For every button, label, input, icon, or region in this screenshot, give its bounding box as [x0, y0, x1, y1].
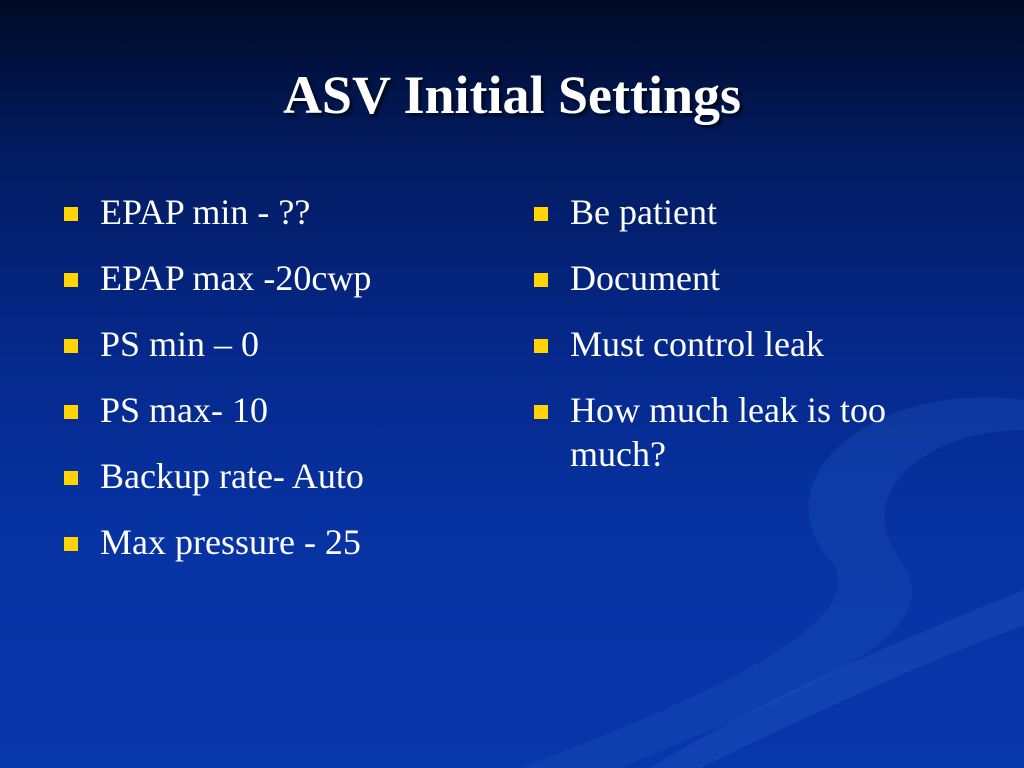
bullet-text: How much leak is too much?	[570, 390, 886, 474]
bullet-text: PS max- 10	[100, 390, 269, 430]
list-item	[62, 256, 482, 300]
bullet-text: Document	[570, 258, 720, 298]
square-bullet-icon	[64, 273, 78, 287]
square-bullet-icon	[534, 339, 548, 353]
bullet-text: Backup rate- Auto	[100, 456, 364, 496]
square-bullet-icon	[534, 405, 548, 419]
bullet-text: EPAP max -20cwp	[100, 258, 372, 298]
square-bullet-icon	[64, 405, 78, 419]
bullet-text: Must control leak	[570, 324, 824, 364]
bullet-text: Max pressure - 25	[100, 522, 361, 562]
square-bullet-icon	[64, 537, 78, 551]
list-item	[532, 388, 972, 476]
square-bullet-icon	[534, 273, 548, 287]
list-item	[62, 388, 482, 432]
bullet-text: EPAP min - ??	[100, 192, 311, 232]
list-item	[532, 256, 972, 300]
list-item	[62, 454, 482, 498]
list-item	[532, 190, 972, 234]
bullet-text: Be patient	[570, 192, 717, 232]
square-bullet-icon	[534, 207, 548, 221]
left-bullet-list	[62, 190, 482, 586]
square-bullet-icon	[64, 207, 78, 221]
square-bullet-icon	[64, 339, 78, 353]
right-bullet-list	[532, 190, 972, 498]
bullet-text: PS min – 0	[100, 324, 260, 364]
square-bullet-icon	[64, 471, 78, 485]
list-item	[62, 322, 482, 366]
list-item	[532, 322, 972, 366]
list-item	[62, 520, 482, 564]
slide-title: ASV Initial Settings	[282, 65, 742, 125]
list-item	[62, 190, 482, 234]
